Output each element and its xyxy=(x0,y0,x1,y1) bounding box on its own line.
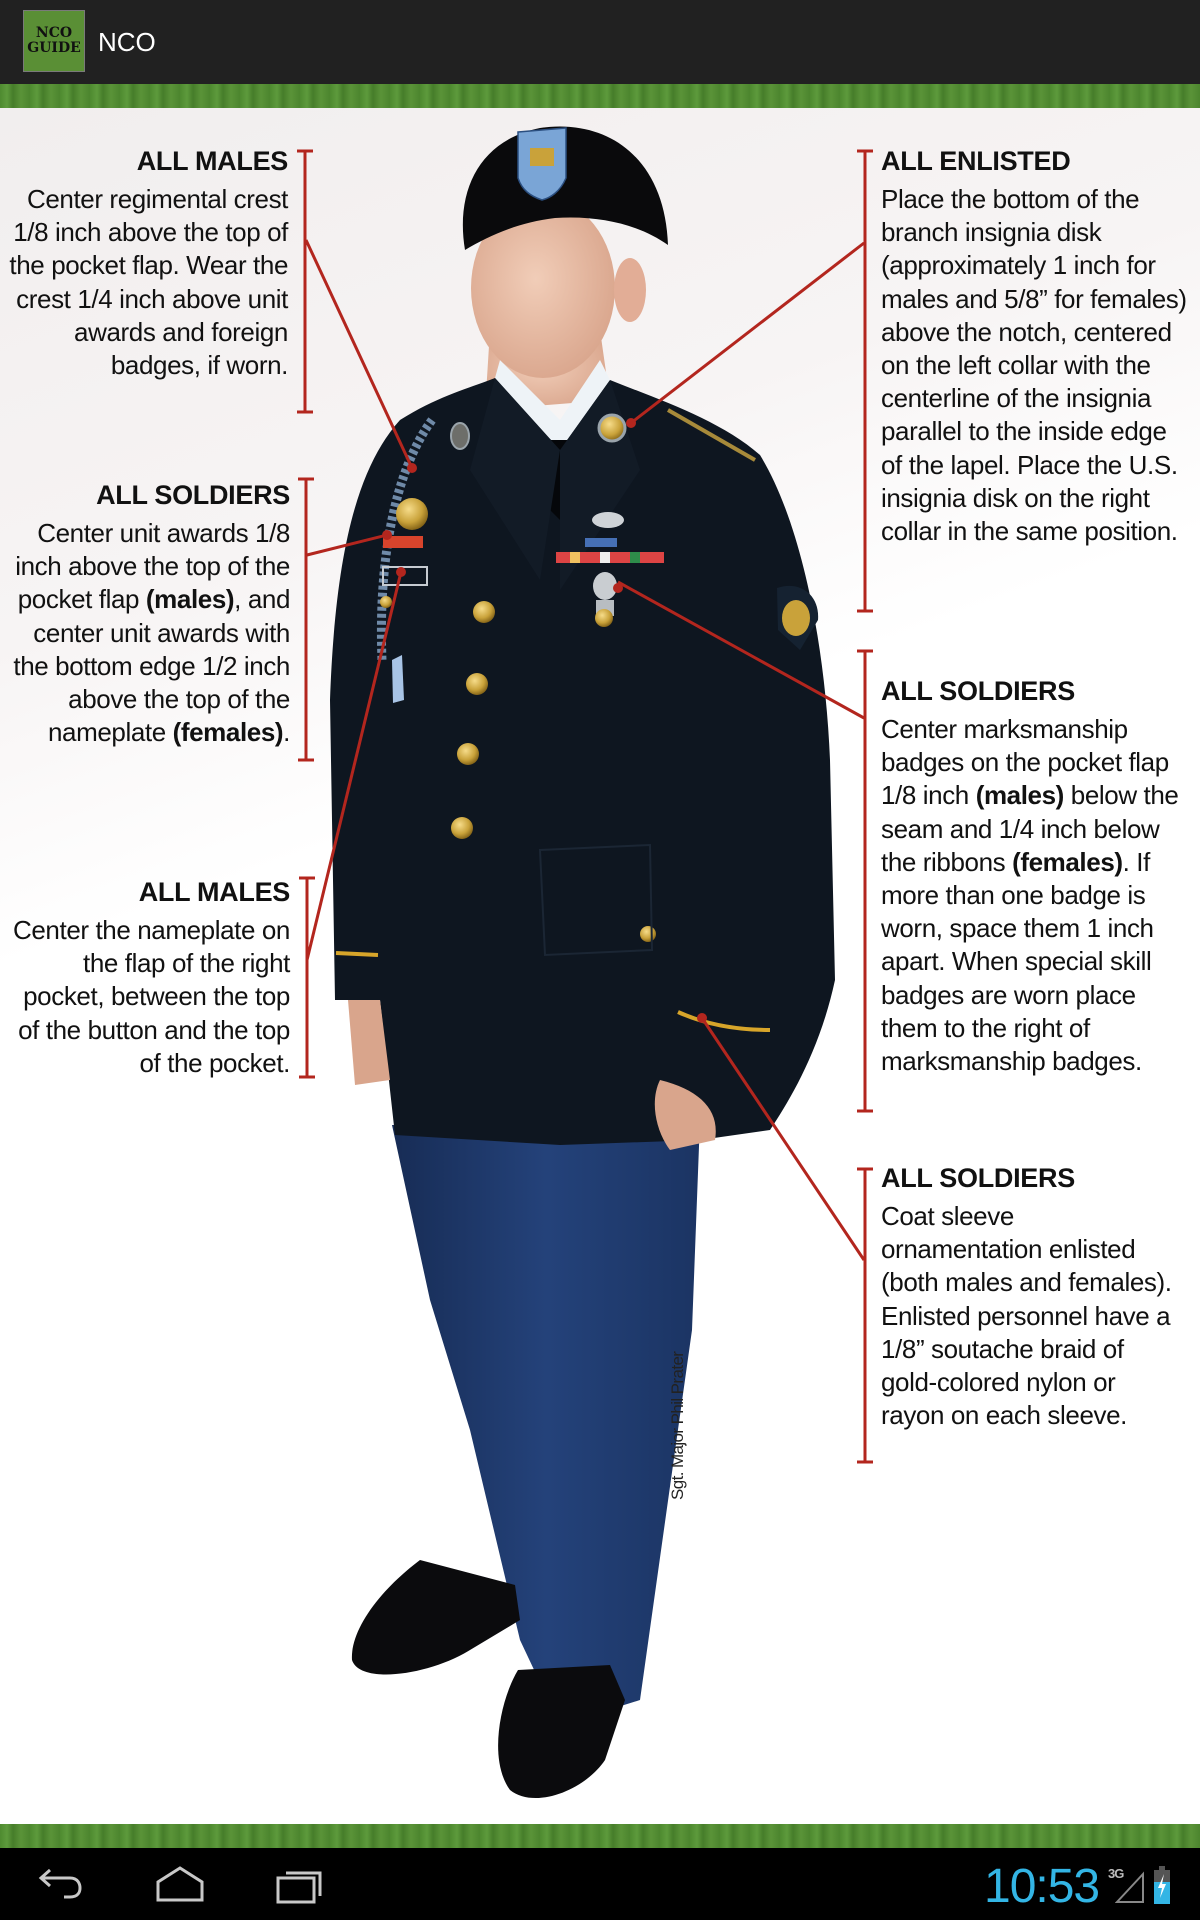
collar-disk-left xyxy=(599,415,625,441)
callout-heading: ALL SOLDIERS xyxy=(96,480,290,510)
rank-insignia xyxy=(782,600,810,636)
callout-regimental-crest xyxy=(0,145,290,382)
callout-heading: ALL MALES xyxy=(138,877,290,907)
photo-credit: Sgt. Major Phil Prater xyxy=(668,1351,687,1500)
home-icon xyxy=(150,1864,210,1904)
callout-heading: ALL SOLDIERS xyxy=(881,1163,1075,1193)
decorative-green-strip-top xyxy=(0,84,1200,108)
callout-body: Place the bottom of the branch insignia disk (approximately 1 inch for males and 5/8” for females) above the notch, centered on the left collar with the centerline of the insignia parallel to the inside edge of the lapel. Place the U.S. insignia disk on the right collar in the same position. xyxy=(881,184,1187,547)
left-shoe xyxy=(352,1560,520,1674)
callout-unit-awards xyxy=(0,479,290,749)
right-shoe xyxy=(498,1665,625,1798)
callout-body: Center the nameplate on the flap of the right pocket, between the top of the button and the top of the pocket. xyxy=(13,915,290,1078)
callout-body: Center unit awards 1/8 inch above the top of the pocket flap (males), and center unit awards with the bottom edge 1/2 inch above the top of the nameplate (females). xyxy=(13,518,290,748)
callout-heading: ALL MALES xyxy=(136,146,288,176)
back-button[interactable] xyxy=(20,1858,100,1910)
callout-heading: ALL SOLDIERS xyxy=(881,676,1075,706)
status-clock[interactable]: 10:53 xyxy=(984,1860,1100,1913)
signal-icon xyxy=(1115,1868,1145,1904)
battery-charging-icon xyxy=(1154,1866,1170,1904)
callout-body: Center marksmanship badges on the pocket flap 1/8 inch (males) below the seam and 1/4 inch below the ribbons (females). If more than one badge is worn, space them 1 inch apart. When special skill badges are worn place them to the right of marksmanship badges. xyxy=(881,714,1179,1077)
collar-disk-right xyxy=(451,423,469,449)
back-icon xyxy=(34,1864,86,1904)
callout-sleeve-ornamentation xyxy=(881,1162,1181,1432)
app-title: NCO xyxy=(98,27,156,57)
regimental-crest xyxy=(396,498,428,530)
app-logo-icon[interactable] xyxy=(23,10,85,72)
callout-heading: ALL ENLISTED xyxy=(881,146,1071,176)
callout-body: Coat sleeve ornamentation enlisted (both males and females). Enlisted personnel have a 1/8” soutache braid of gold-colored nylon or rayon on each sleeve. xyxy=(881,1201,1172,1431)
recent-apps-icon xyxy=(270,1864,330,1904)
callout-body: Center regimental crest 1/8 inch above the top of the pocket flap. Wear the crest 1/4 inch above unit awards and foreign badges, if worn. xyxy=(9,184,288,381)
app-logo-line1: NCO xyxy=(35,25,73,41)
network-type: 3G xyxy=(1108,1866,1124,1881)
recent-apps-button[interactable] xyxy=(260,1858,340,1910)
app-logo-line2: GUIDE xyxy=(27,40,81,56)
decorative-green-strip-bottom xyxy=(0,1824,1200,1848)
callout-branch-insignia xyxy=(881,145,1191,548)
marksmanship-badge xyxy=(593,572,617,600)
uniform-diagram xyxy=(0,108,1200,1824)
home-button[interactable] xyxy=(140,1858,220,1910)
action-bar xyxy=(0,0,1200,85)
callout-nameplate xyxy=(0,876,290,1080)
callout-marksmanship-badges xyxy=(881,675,1191,1078)
